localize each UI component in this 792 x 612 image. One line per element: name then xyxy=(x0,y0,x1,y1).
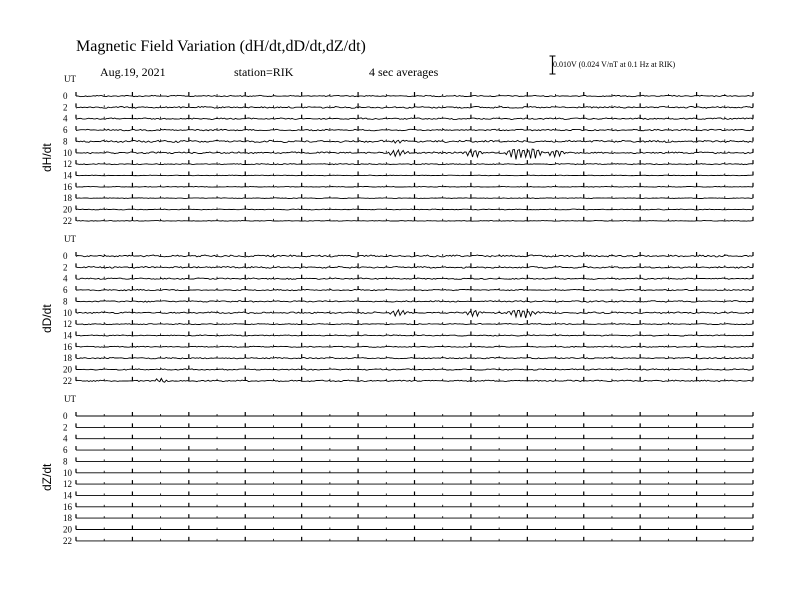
trace-dhdt-ut6 xyxy=(76,129,753,131)
row-label-dhdt-0: 0 xyxy=(63,91,68,101)
trace-dhdt-ut2 xyxy=(76,107,753,109)
scale-note: 0.010V (0.024 V/nT at 0.1 Hz at RIK) xyxy=(553,60,676,69)
row-label-dzdt-10: 10 xyxy=(63,467,72,478)
row-label-dzdt-2: 2 xyxy=(63,422,68,433)
row-label-dhdt-4: 4 xyxy=(63,113,68,124)
row-label-dzdt-22: 22 xyxy=(63,535,72,546)
row-label-dddt-14: 14 xyxy=(63,330,72,341)
date-label: Aug.19, 2021 xyxy=(100,65,166,79)
averaging-label: 4 sec averages xyxy=(369,65,439,79)
row-label-dhdt-14: 14 xyxy=(63,170,72,181)
row-label-dhdt-6: 6 xyxy=(63,125,68,136)
row-label-dddt-6: 6 xyxy=(63,285,68,296)
row-label-dddt-20: 20 xyxy=(63,364,72,375)
panel-label-dd: dD/dt xyxy=(40,304,54,333)
panel-label-dz: dZ/dt xyxy=(40,463,54,491)
row-label-dzdt-14: 14 xyxy=(63,490,72,501)
row-label-dzdt-0: 0 xyxy=(63,411,68,421)
row-label-dddt-10: 10 xyxy=(63,307,72,318)
row-label-dddt-8: 8 xyxy=(63,296,68,307)
trace-dhdt-ut20 xyxy=(76,209,753,210)
trace-dhdt-ut14 xyxy=(76,175,753,176)
row-label-dzdt-8: 8 xyxy=(63,456,68,467)
row-label-dhdt-8: 8 xyxy=(63,136,68,147)
row-label-dddt-18: 18 xyxy=(63,353,72,364)
row-label-dddt-22: 22 xyxy=(63,375,72,386)
row-label-dhdt-20: 20 xyxy=(63,204,72,215)
row-label-dzdt-12: 12 xyxy=(63,479,72,490)
row-label-dddt-0: 0 xyxy=(63,251,68,261)
row-label-dddt-16: 16 xyxy=(63,341,72,352)
row-label-dhdt-18: 18 xyxy=(63,193,72,204)
ut-label-dh: UT xyxy=(64,74,76,84)
panel-label-dh: dH/dt xyxy=(40,143,54,172)
row-label-dzdt-16: 16 xyxy=(63,501,72,512)
ut-label-dd: UT xyxy=(64,234,76,244)
row-label-dhdt-2: 2 xyxy=(63,102,68,113)
trace-dddt-ut14 xyxy=(76,335,753,336)
station-label: station=RIK xyxy=(234,65,294,79)
row-label-dddt-2: 2 xyxy=(63,262,68,273)
chart-title: Magnetic Field Variation (dH/dt,dD/dt,dZ/dt) xyxy=(76,38,366,55)
row-label-dzdt-18: 18 xyxy=(63,513,72,524)
row-label-dzdt-20: 20 xyxy=(63,524,72,535)
trace-dhdt-ut18 xyxy=(76,198,753,199)
trace-dhdt-ut16 xyxy=(76,187,753,188)
trace-dhdt-ut12 xyxy=(76,164,753,165)
trace-dddt-ut2 xyxy=(76,266,753,268)
row-label-dhdt-16: 16 xyxy=(63,181,72,192)
row-label-dzdt-6: 6 xyxy=(63,445,68,456)
row-label-dddt-12: 12 xyxy=(63,319,72,330)
row-label-dzdt-4: 4 xyxy=(63,433,68,444)
trace-dhdt-ut22 xyxy=(76,221,753,222)
row-label-dddt-4: 4 xyxy=(63,273,68,284)
row-label-dhdt-22: 22 xyxy=(63,215,72,226)
row-label-dhdt-12: 12 xyxy=(63,159,72,170)
ut-label-dz: UT xyxy=(64,394,76,404)
row-label-dhdt-10: 10 xyxy=(63,147,72,158)
trace-dddt-ut16 xyxy=(76,346,753,347)
